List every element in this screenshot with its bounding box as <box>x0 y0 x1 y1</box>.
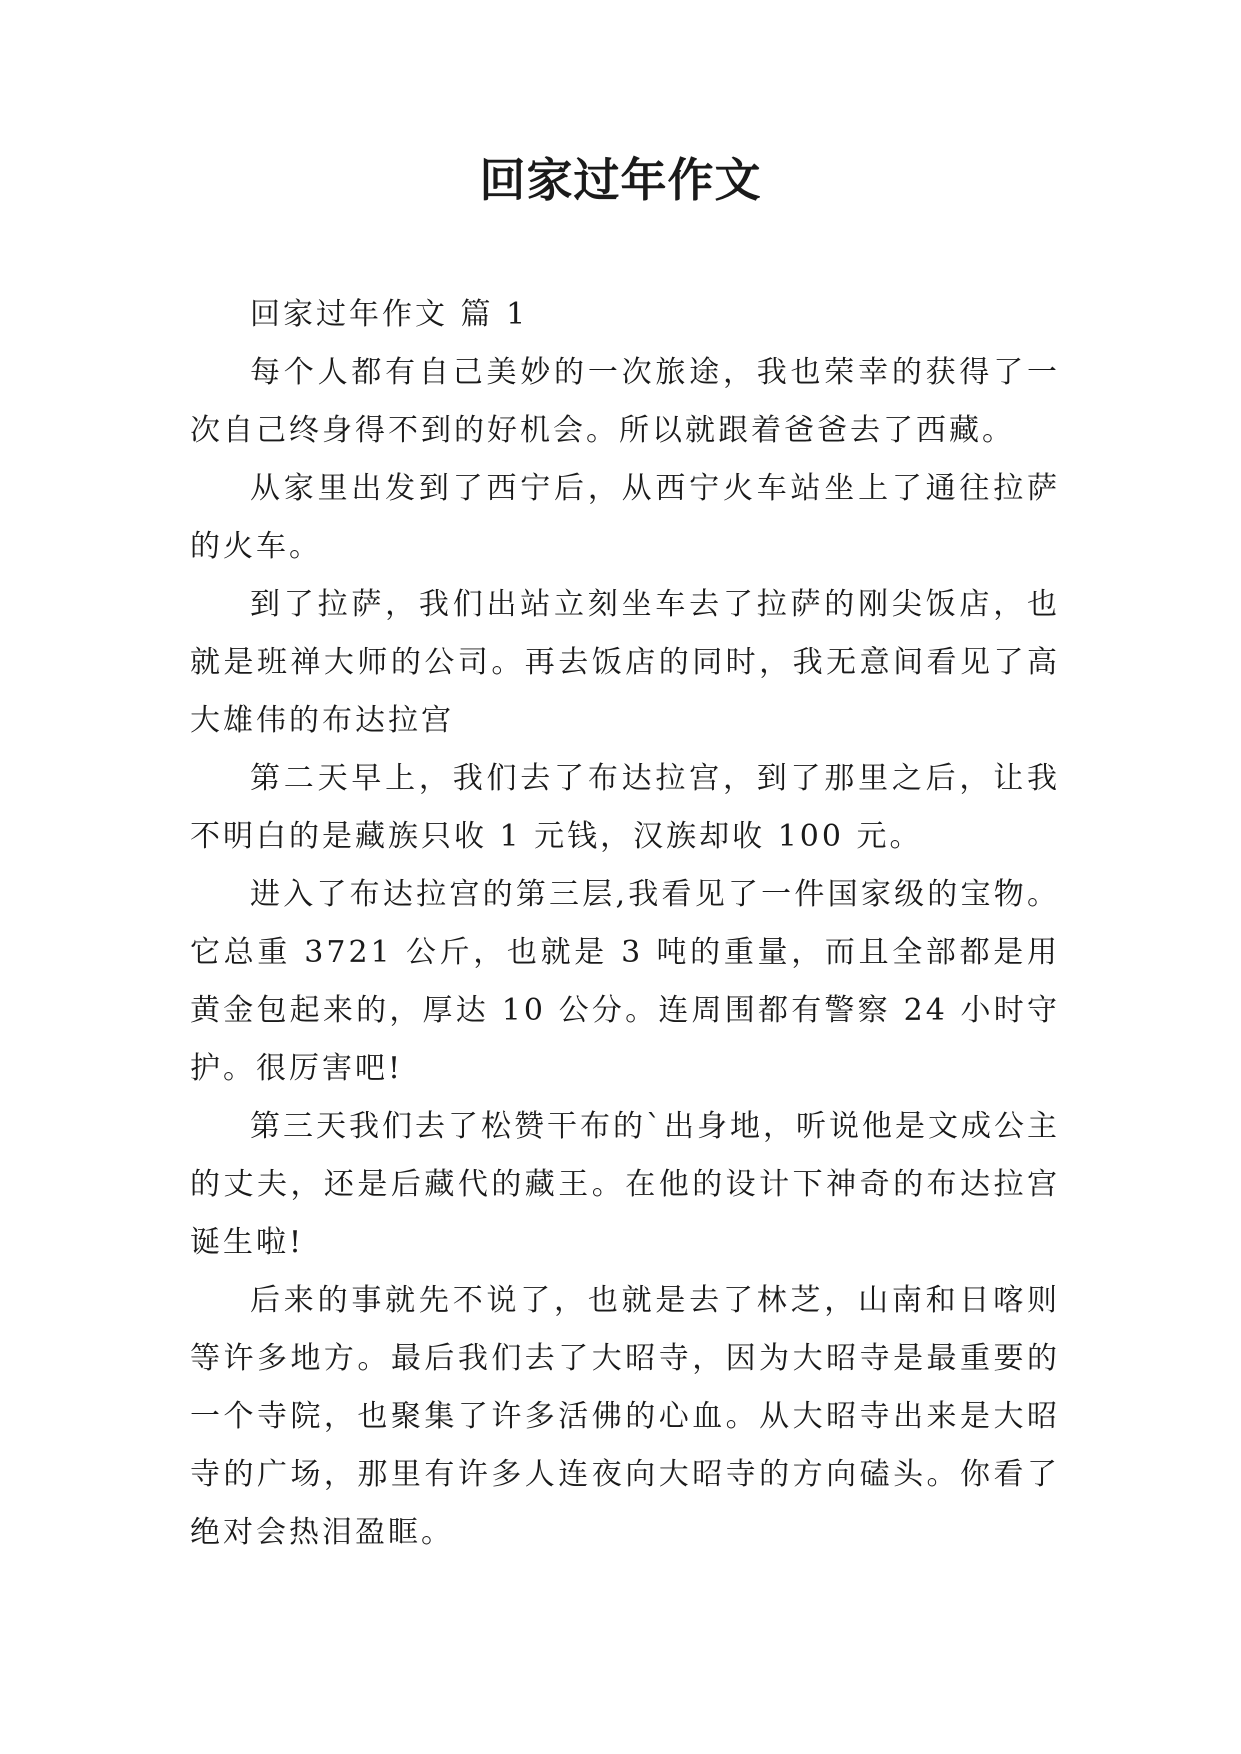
document-title: 回家过年作文 <box>479 153 762 207</box>
paragraph: 每个人都有自己美妙的一次旅途，我也荣幸的获得了一次自己终身得不到的好机会。所以就跟着爸爸去了西藏。 <box>190 355 1060 448</box>
paragraph: 第二天早上，我们去了布达拉宫，到了那里之后，让我不明白的是藏族只收 1 元钱，汉族却收 100 元。 <box>190 761 1060 854</box>
paragraph: 进入了布达拉宫的第三层,我看见了一件国家级的宝物。它总重 3721 公斤，也就是 3 吨的重量，而且全部都是用黄金包起来的，厚达 10 公分。连周围都有警察 24 小时守护。很厉害吧! <box>190 877 1060 1086</box>
paragraph: 到了拉萨，我们出站立刻坐车去了拉萨的刚尖饭店，也就是班禅大师的公司。再去饭店的同时，我无意间看见了高大雄伟的布达拉宫 <box>190 587 1060 738</box>
paragraph: 后来的事就先不说了，也就是去了林芝，山南和日喀则等许多地方。最后我们去了大昭寺，因为大昭寺是最重要的一个寺院，也聚集了许多活佛的心血。从大昭寺出来是大昭寺的广场，那里有许多人连夜向大昭寺的方向磕头。你看了绝对会热泪盈眶。 <box>190 1283 1060 1550</box>
paragraph-heading: 回家过年作文 篇 1 <box>250 297 529 332</box>
paragraph: 从家里出发到了西宁后，从西宁火车站坐上了通往拉萨的火车。 <box>190 471 1060 564</box>
document-body <box>190 286 1060 1562</box>
paragraph: 第三天我们去了松赞干布的`出身地，听说他是文成公主的丈夫，还是后藏代的藏王。在他的设计下神奇的布达拉宫诞生啦! <box>190 1109 1060 1260</box>
